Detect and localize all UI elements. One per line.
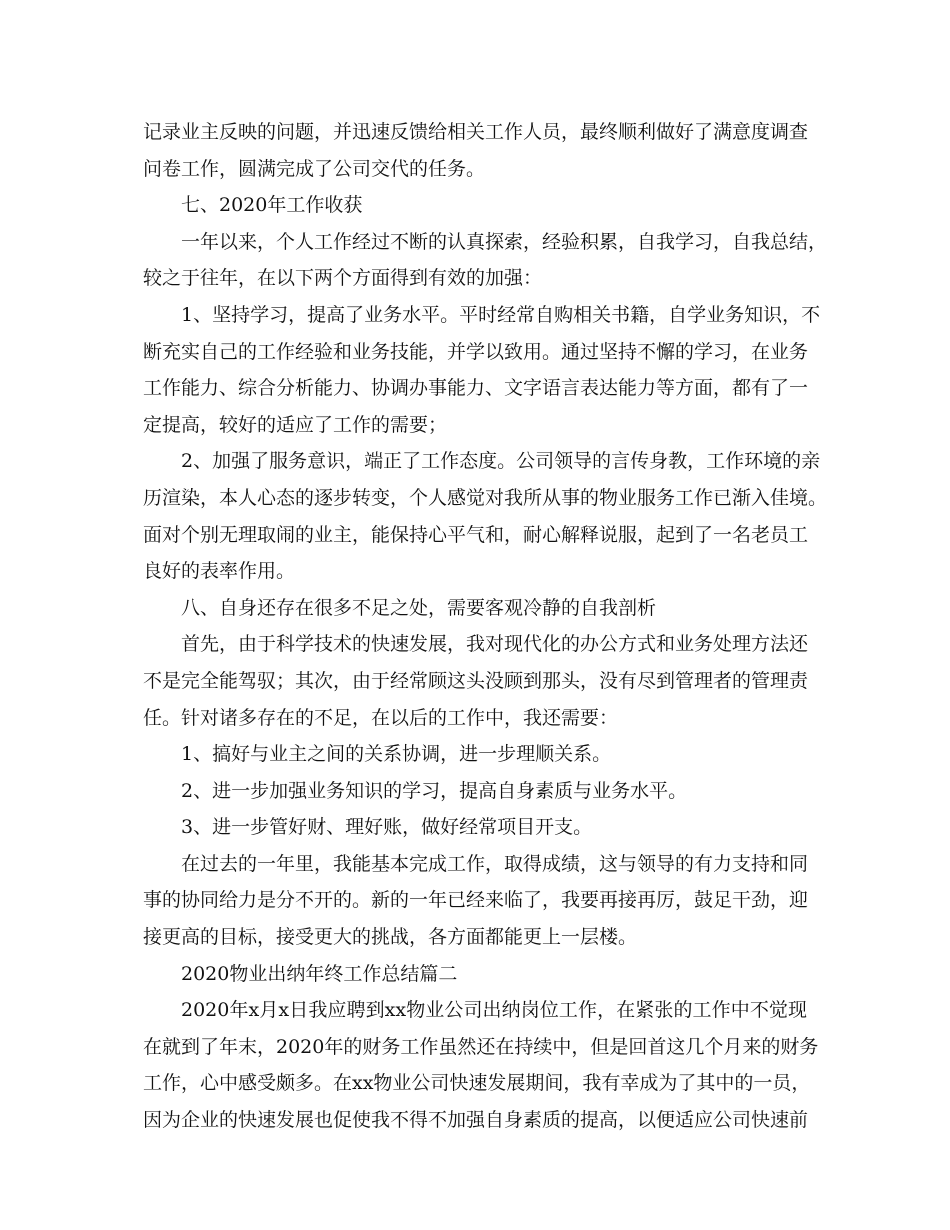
text-line: 一年以来，个人工作经过不断的认真探索，经验积累，自我学习，自我总结， bbox=[181, 230, 828, 253]
text-line: 2、加强了服务意识，端正了工作态度。公司领导的言传身教，工作环境的亲 bbox=[181, 450, 821, 473]
text-line: 3、进一步管好财、理好账，做好经常项目开支。 bbox=[181, 816, 593, 839]
text-line: 在就到了年末，2020年的财务工作虽然还在持续中，但是回首这几个月来的财务 bbox=[143, 1035, 819, 1058]
text-line: 问卷工作，圆满完成了公司交代的任务。 bbox=[143, 157, 486, 180]
text-line: 较之于往年，在以下两个方面得到有效的加强： bbox=[143, 267, 543, 290]
text-line: 定提高，较好的适应了工作的需要； bbox=[143, 413, 448, 436]
text-line: 2020物业出纳年终工作总结篇二 bbox=[181, 962, 458, 985]
text-line: 断充实自己的工作经验和业务技能，并学以致用。通过坚持不懈的学习，在业务 bbox=[143, 340, 809, 363]
text-line: 工作，心中感受颇多。在xx物业公司快速发展期间，我有幸成为了其中的一员， bbox=[143, 1072, 811, 1095]
text-line: 2、进一步加强业务知识的学习，提高自身素质与业务水平。 bbox=[181, 779, 688, 802]
text-line: 接更高的目标，接受更大的挑战，各方面都能更上一层楼。 bbox=[143, 926, 638, 949]
text-line: 因为企业的快速发展也促使我不得不加强自身素质的提高，以便适应公司快速前 bbox=[143, 1109, 809, 1132]
text-line: 工作能力、综合分析能力、协调办事能力、文字语言表达能力等方面，都有了一 bbox=[143, 377, 809, 400]
text-line: 2020年x月x日我应聘到xx物业公司出纳岗位工作，在紧张的工作中不觉现 bbox=[181, 999, 807, 1022]
text-line: 不是完全能驾驭；其次，由于经常顾这头没顾到那头，没有尽到管理者的管理责 bbox=[143, 669, 809, 692]
document-body bbox=[143, 114, 828, 1139]
text-line: 首先，由于科学技术的快速发展，我对现代化的办公方式和业务处理方法还 bbox=[181, 633, 809, 656]
text-line: 1、坚持学习，提高了业务水平。平时经常自购相关书籍，自学业务知识，不 bbox=[181, 303, 821, 326]
text-line: 历渲染，本人心态的逐步转变，个人感觉对我所从事的物业服务工作已渐入佳境。 bbox=[143, 486, 828, 509]
text-line: 七、2020年工作收获 bbox=[181, 194, 363, 217]
text-line: 任。针对诸多存在的不足，在以后的工作中，我还需要： bbox=[143, 706, 619, 729]
text-line: 在过去的一年里，我能基本完成工作，取得成绩，这与领导的有力支持和同 bbox=[181, 852, 809, 875]
text-line: 1、搞好与业主之间的关系协调，进一步理顺关系。 bbox=[181, 743, 612, 766]
text-line: 事的协同给力是分不开的。新的一年已经来临了，我要再接再厉，鼓足干劲，迎 bbox=[143, 889, 809, 912]
text-line: 良好的表率作用。 bbox=[143, 560, 296, 583]
text-line: 八、自身还存在很多不足之处，需要客观冷静的自我剖析 bbox=[181, 596, 657, 619]
text-line: 记录业主反映的问题，并迅速反馈给相关工作人员，最终顺利做好了满意度调查 bbox=[143, 121, 809, 143]
text-line: 面对个别无理取闹的业主，能保持心平气和，耐心解释说服，起到了一名老员工 bbox=[143, 523, 809, 546]
